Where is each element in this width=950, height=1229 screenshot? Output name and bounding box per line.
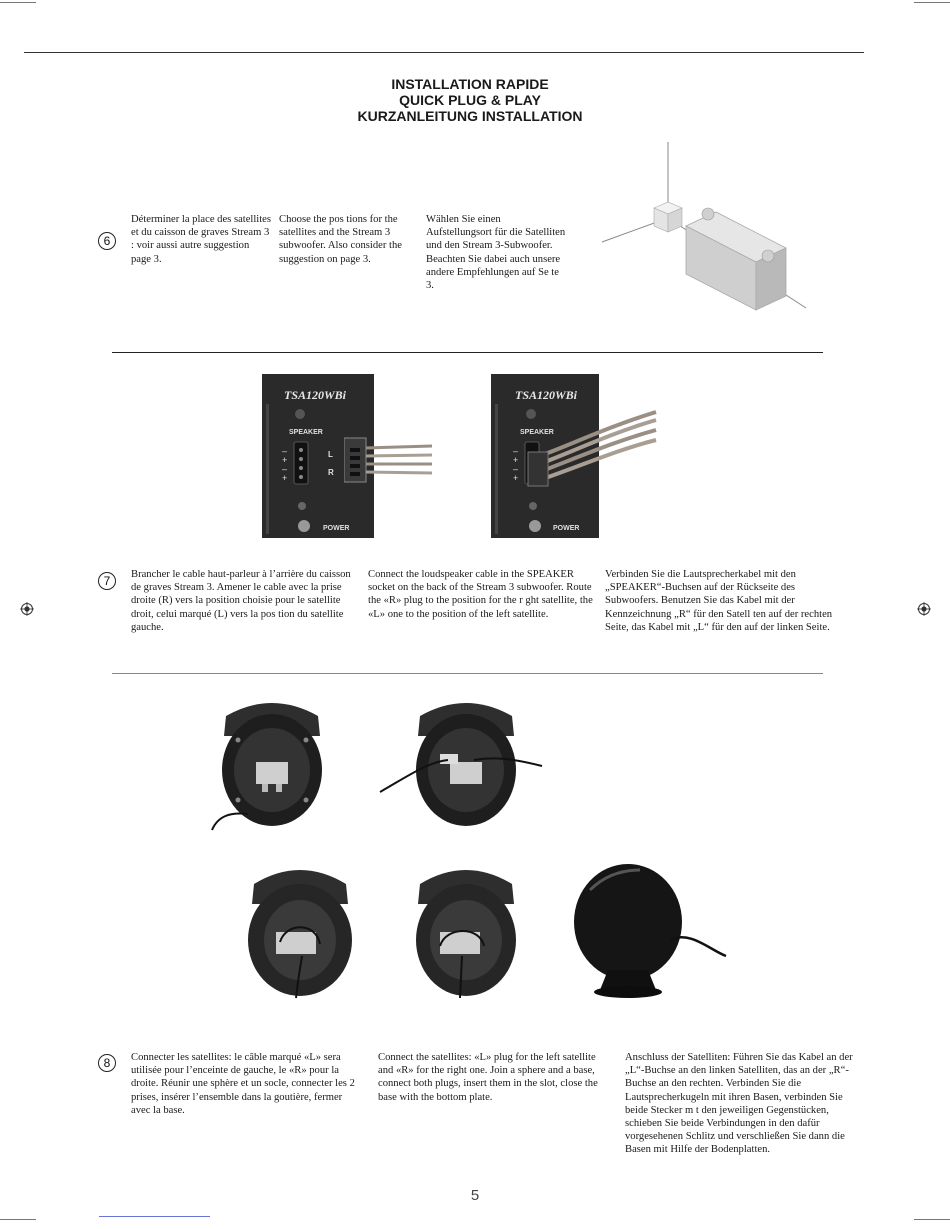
- step7-text-en: Connect the loudspeaker cable in the SPEAKER socket on the back of the Stream 3 subwoofer. Route the «R» plug to the position for the r ght satellite, the «L» one to the position of the left satellite.: [368, 569, 593, 620]
- top-rule: [24, 52, 864, 53]
- svg-text:–: –: [282, 446, 288, 456]
- section-divider: [112, 673, 823, 674]
- crop-mark: [914, 1219, 950, 1220]
- crop-mark: [914, 2, 950, 3]
- speaker-plug-photo: [344, 434, 434, 494]
- registration-mark-icon: [917, 602, 931, 616]
- panel-l-label: L: [328, 450, 333, 459]
- svg-text:+: +: [282, 455, 288, 465]
- panel-model: TSA120WBi: [515, 388, 578, 402]
- svg-text:–: –: [513, 464, 519, 474]
- panel-r-label: R: [328, 468, 334, 477]
- step-number: 8: [98, 1054, 116, 1072]
- step8-text-fr: Connecter les satellites: le câble marqué «L» sera utilisée pour l’enceinte de gauche, le «R» pour la droite. Réunir une sphère et un socle, connecter les 2 prises, insérer l’ensemble dans la goutière, fermer avec la base.: [131, 1052, 355, 1116]
- satellite-base-photo-2: [378, 696, 544, 834]
- registration-mark-icon: [20, 602, 34, 616]
- svg-text:+: +: [282, 473, 288, 483]
- step8-text-de: Anschluss der Satelliten: Führen Sie das Kabel an der „L“-Buchse an den linken Satelliten, das an der „R“-Buchse an den rechten. Verbinden Sie die Lautsprecherkugeln mit ihren Basen, verbinden Sie beide Stecker m t den jeweiligen Gegenstücken, schieben Sie beide Verbindungen in den dafür vorgesehenen Schlitz und verschließen Sie dann die Basen mit Hilfe der Bodenplatten.: [625, 1052, 853, 1156]
- page-number: 5: [470, 1187, 480, 1204]
- step8-text-en: Connect the satellites: «L» plug for the left satellite and «R» for the right one. Join a sphere and a base, connect both plugs, insert them in the slot, close the base with the bottom plate.: [378, 1052, 598, 1103]
- step6-text-en: Choose the pos tions for the satellites and the Stream 3 subwoofer. Also consider the suggestion on page 3.: [279, 214, 402, 265]
- crop-mark: [0, 1219, 36, 1220]
- title-fr: INSTALLATION RAPIDE: [391, 76, 549, 92]
- title-de: KURZANLEITUNG INSTALLATION: [357, 108, 583, 124]
- assembled-satellite-photo: [570, 860, 730, 1000]
- panel-power-label: POWER: [553, 525, 580, 532]
- step7-text-de: Verbinden Sie die Lautsprecherkabel mit den „SPEAKER“-Buchsen auf der Rückseite des Subwoofers. Benutzen Sie das Kabel mit der Kennzeichnung „R“ für den Satell ten auf der rechten Seite, das Kabel mit „L“ für den auf der linken Seite.: [605, 569, 833, 633]
- svg-text:+: +: [513, 455, 519, 465]
- svg-text:+: +: [513, 473, 519, 483]
- panel-power-label: POWER: [323, 525, 350, 532]
- speaker-cable-photo: [524, 398, 658, 488]
- crop-mark: [0, 2, 36, 3]
- step7-text-fr: Brancher le cable haut-parleur à l’arrière du caisson de graves Stream 3. Amener le cable avec la prise droite (R) vers la position choisie pour le satellite droit, celui marqué (L) vers la pos tion du satellite gauche.: [131, 569, 351, 633]
- room-placement-illustration: [596, 140, 816, 320]
- satellite-base-photo-4: [410, 860, 520, 1000]
- satellite-base-photo-1: [208, 696, 338, 834]
- panel-speaker-label: SPEAKER: [289, 429, 323, 436]
- svg-text:–: –: [282, 464, 288, 474]
- svg-text:–: –: [513, 446, 519, 456]
- satellite-base-photo-3: [240, 860, 360, 1000]
- section-divider: [112, 352, 823, 353]
- panel-speaker-label: SPEAKER: [520, 429, 554, 436]
- bottom-link-line: [99, 1216, 210, 1217]
- panel-model: TSA120WBi: [284, 388, 347, 402]
- step6-text-de: Wählen Sie einen Aufstellungsort für die Satelliten und den Stream 3-Subwoofer. Beachten Sie dabei auch unsere andere Empfehlungen auf Se te 3.: [426, 214, 566, 292]
- step6-text-fr: Déterminer la place des satellites et du caisson de graves Stream 3 : voir aussi autre suggestion page 3.: [131, 214, 272, 265]
- step-number: 6: [98, 232, 116, 250]
- step-number: 7: [98, 572, 116, 590]
- title-en: QUICK PLUG & PLAY: [399, 92, 541, 108]
